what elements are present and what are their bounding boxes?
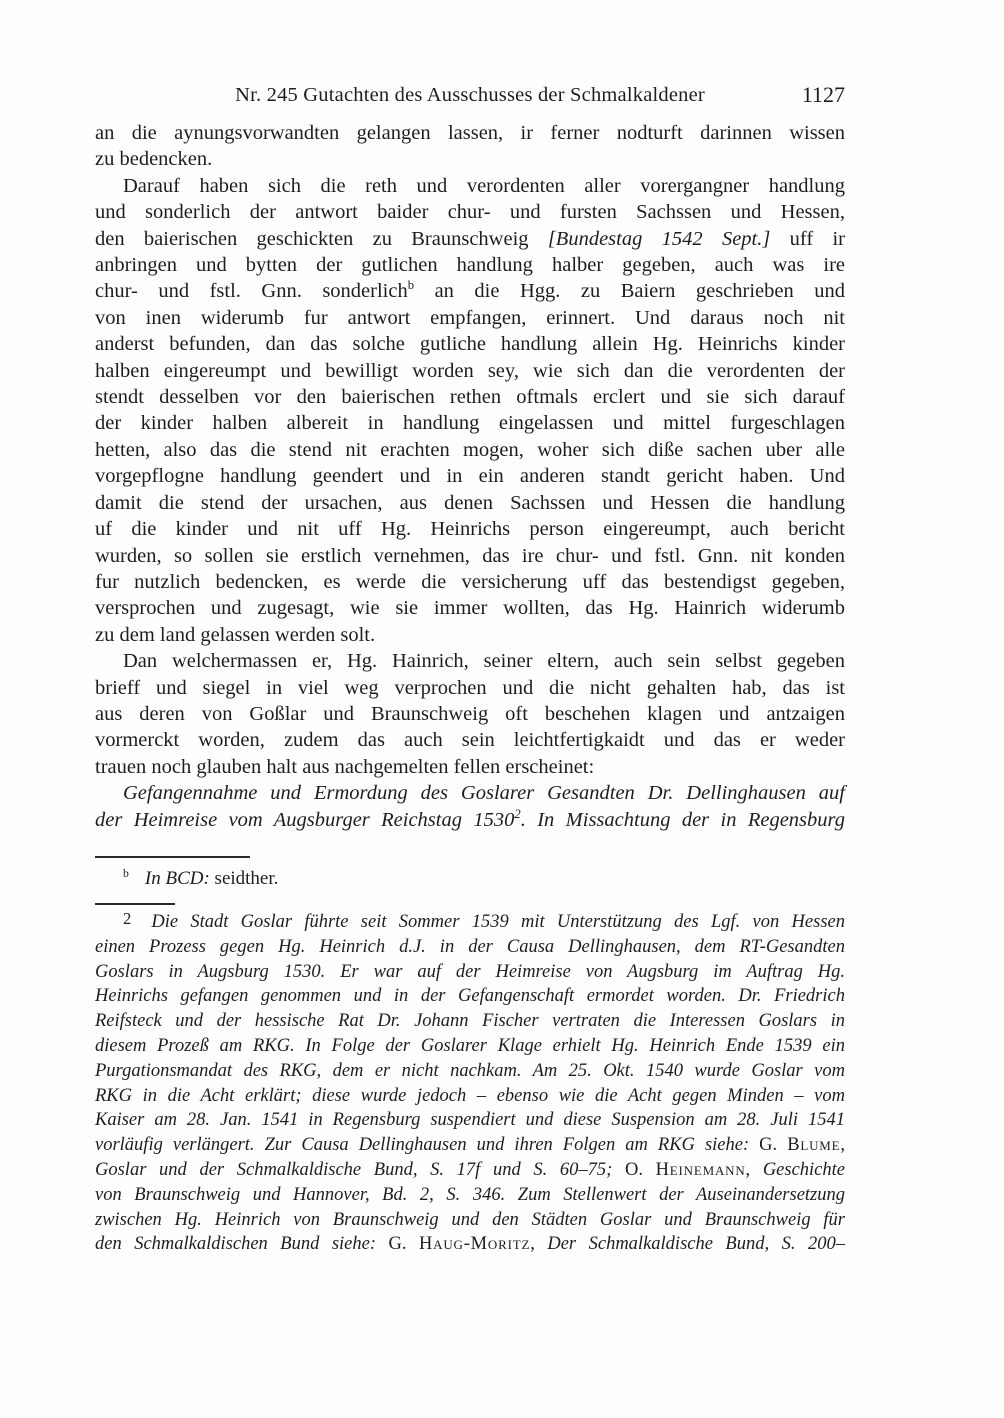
body-text-line: trauen noch glauben halt aus nachgemelten fellen erscheinet:: [95, 755, 595, 778]
body-text-line: aus deren von Goßlar und Braunschweig oft beschehen klagen und antzaigen: [95, 702, 845, 725]
body-text-line: stendt desselben vor den baierischen rethen oftmals erclert und sie sich darauf: [95, 386, 845, 409]
commentary-line: Kaiser am 28. Jan. 1541 in Regensburg suspendiert und diese Suspension am 28. Juli 1541: [95, 1110, 845, 1131]
body-text-line: hetten, also das die stend nit erachten mogen, woher sich diße sachen uber alle: [95, 438, 845, 461]
body-text-line: vormerckt worden, zudem das auch sein leichtfertigkaidt und das er weder: [95, 729, 845, 752]
commentary-separator-rule: [95, 903, 175, 905]
commentary-line: 2 Die Stadt Goslar führte seit Sommer 1539 mit Unterstützung des Lgf. von Hessen: [123, 909, 845, 932]
paragraph: [95, 648, 845, 780]
commentary-note: [95, 910, 845, 1257]
body-text-line: halben eingereumpt und bewilligt worden sey, wie sich dan die verordenten der: [95, 359, 845, 382]
apparatus-note: [95, 867, 845, 891]
body-text-line: zu bedencken.: [95, 148, 213, 171]
body-text-line: von inen widerumb fur antwort empfangen, erinnert. Und daraus noch nit: [95, 306, 845, 329]
body-text-line: anbringen und bytten der gutlichen handlung halber gegeben, auch was ire: [95, 254, 845, 277]
body-text-line: chur- und fstl. Gnn. sonderlich$^b$ an die Hgg. zu Baiern geschrieben und: [95, 278, 845, 303]
paragraph: [95, 780, 845, 833]
body-text-line: an die aynungsvorwandten gelangen lassen, ir ferner nodturft darinnen wissen: [95, 122, 845, 144]
commentary-line: diesem Prozeß am RKG. In Folge der Goslarer Klage erhielt Hg. Heinrich Ende 1539 ein: [95, 1035, 845, 1056]
body-text: [95, 120, 845, 833]
page-number: 1127: [801, 82, 845, 107]
body-text-line: und sonderlich der antwort baider chur- und fursten Sachssen und Hessen,: [95, 201, 845, 224]
apparatus-line: $^b$ In BCD: seidther.: [123, 866, 279, 889]
body-text-line: der Heimreise vom Augsburger Reichstag 1530$^2$. In Missachtung der in Regensburg: [95, 806, 845, 831]
body-text-line: den baierischen geschickten zu Braunschweig [Bundestag 1542 Sept.] uff ir: [95, 227, 846, 250]
body-text-line: Dan welchermassen er, Hg. Hainrich, seiner eltern, auch sein selbst gegeben: [123, 650, 845, 673]
commentary-line: von Braunschweig und Hannover, Bd. 2, S. 346. Zum Stellenwert der Auseinandersetzung: [95, 1184, 845, 1205]
body-text-line: Gefangennahme und Ermordung des Goslarer Gesandten Dr. Dellinghausen auf: [123, 782, 845, 805]
body-text-line: fur nutzlich bedencken, es werde die versicherung uff das bestendigst gegeben,: [95, 570, 845, 593]
commentary-line: RKG in die Acht erklärt; diese wurde jedoch – ebenso wie die Acht gegen Minden – vom: [95, 1085, 845, 1106]
page-header: [95, 84, 845, 110]
footnotes-section: [95, 856, 845, 1257]
commentary-line: zwischen Hg. Heinrich von Braunschweig und den Städten Goslar und Braunschweig für: [95, 1209, 845, 1230]
commentary-line: Heinrichs gefangen genommen und in der Gefangenschaft ermordet worden. Dr. Friedrich: [95, 986, 845, 1007]
commentary-line: Purgationsmandat des RKG, dem er nicht nachkam. Am 25. Okt. 1540 wurde Goslar vom: [95, 1060, 845, 1081]
body-text-line: brieff und siegel in viel weg verprochen und die nicht gehalten hab, das ist: [95, 676, 845, 699]
commentary-line: vorläufig verlängert. Zur Causa Dellinghausen und ihren Folgen am RKG siehe: G. Blume,: [95, 1135, 845, 1156]
body-text-line: uf die kinder und nit uff Hg. Heinrichs person eingereumpt, auch bericht: [95, 518, 845, 541]
commentary-line: Goslars in Augsburg 1530. Er war auf der Heimreise von Augsburg im Auftrag Hg.: [95, 961, 845, 982]
commentary-line: Goslar und der Schmalkaldische Bund, S. 17f und S. 60–75; O. Heinemann, Geschichte: [95, 1159, 845, 1180]
paragraph: [95, 120, 845, 173]
body-text-line: wurden, so sollen sie erstlich vernehmen, das ire chur- und fstl. Gnn. nit konden: [95, 544, 845, 567]
running-title: Nr. 245 Gutachten des Ausschusses der Schmalkaldener: [235, 84, 705, 106]
paragraph: [95, 173, 845, 648]
apparatus-separator-rule: [95, 856, 250, 858]
body-text-line: Darauf haben sich die reth und verordenten aller vorergangner handlung: [123, 174, 845, 197]
body-text-line: zu dem land gelassen werden solt.: [95, 623, 376, 646]
body-text-line: der kinder halben albereit in handlung eingelassen und mittel furgeschlagen: [95, 412, 845, 435]
body-text-line: anderst befunden, dan das solche gutliche handlung allein Hg. Heinrichs kinder: [95, 333, 845, 356]
body-text-line: vorgepflogne handlung geendert und in ein anderen standt gericht haben. Und: [95, 465, 845, 488]
commentary-line: Reifsteck und der hessische Rat Dr. Johann Fischer vertraten die Interessen Goslars in: [95, 1011, 845, 1032]
body-text-line: damit die stend der ursachen, aus denen Sachssen und Hessen die handlung: [95, 491, 845, 514]
commentary-line: den Schmalkaldischen Bund siehe: G. Haug-Moritz, Der Schmalkaldische Bund, S. 200–: [95, 1234, 845, 1255]
body-text-line: versprochen und zugesagt, wie sie immer wollten, das Hg. Hainrich widerumb: [95, 597, 845, 620]
commentary-line: einen Prozess gegen Hg. Heinrich d.J. in der Causa Dellinghausen, dem RT-Gesandten: [95, 936, 845, 957]
